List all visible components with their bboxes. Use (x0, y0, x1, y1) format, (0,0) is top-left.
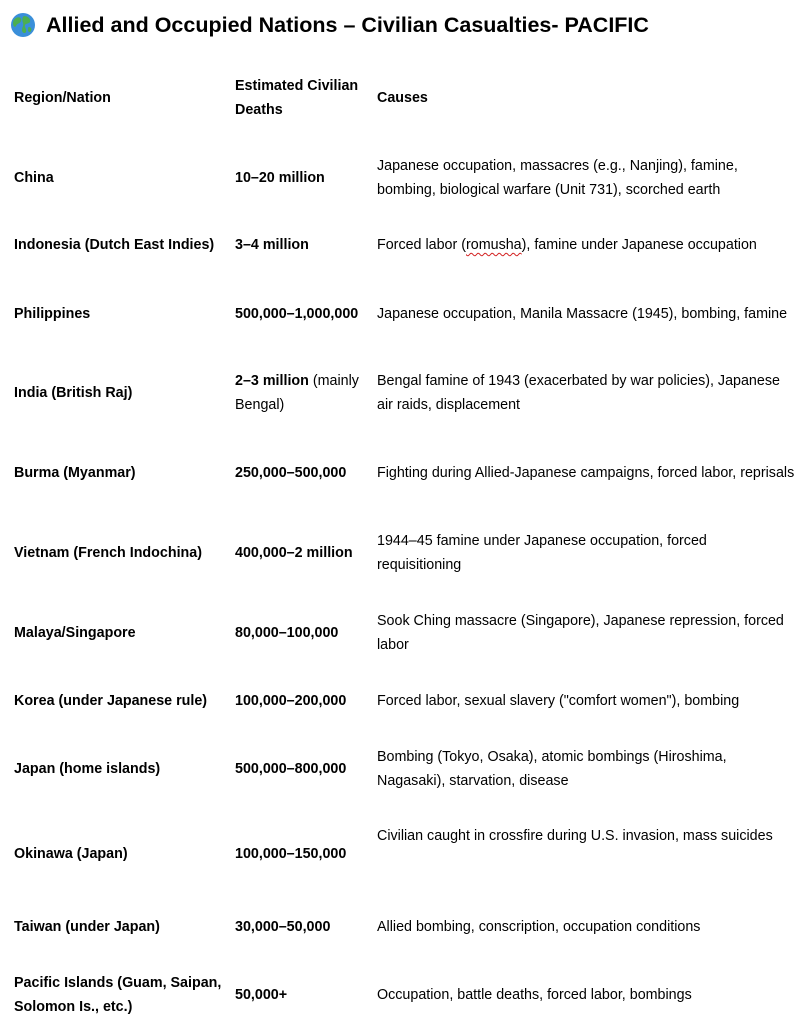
deaths-cell: 80,000–100,000 (235, 625, 339, 641)
region-cell: Pacific Islands (Guam, Saipan, Solomon Is., etc.) (14, 975, 222, 1015)
table-row (14, 233, 795, 257)
deaths-value: 2–3 million (235, 373, 309, 389)
deaths-note: (mainly Bengal) (235, 373, 359, 413)
deaths-cell: 100,000–200,000 (235, 693, 347, 709)
region-cell: Malaya/Singapore (14, 625, 136, 641)
deaths-cell: 100,000–150,000 (235, 846, 347, 862)
table-row (14, 745, 795, 793)
deaths-cell: 500,000–1,000,000 (235, 306, 359, 322)
region-cell: Philippines (14, 306, 91, 322)
region-cell: Korea (under Japanese rule) (14, 693, 208, 709)
causes-cell: Bengal famine of 1943 (exacerbated by war policies), Japanese air raids, displacement (377, 373, 780, 413)
causes-cell: Fighting during Allied-Japanese campaigns, forced labor, reprisals (377, 465, 795, 481)
header-causes: Causes (377, 90, 428, 106)
table-row (14, 529, 795, 577)
region-cell: Japan (home islands) (14, 761, 161, 777)
causes-cell: 1944–45 famine under Japanese occupation, forced requisitioning (377, 533, 707, 573)
region-cell: China (14, 170, 54, 186)
region-cell: India (British Raj) (14, 385, 133, 401)
deaths-cell (235, 369, 375, 417)
deaths-cell: 50,000+ (235, 987, 288, 1003)
causes-cell: Occupation, battle deaths, forced labor, bombings (377, 987, 692, 1003)
globe-icon (10, 12, 36, 38)
causes-cell: Bombing (Tokyo, Osaka), atomic bombings (Hiroshima, Nagasaki), starvation, disease (377, 749, 727, 789)
page-title-text: Allied and Occupied Nations – Civilian Casualties- PACIFIC (46, 12, 649, 37)
table-header-row (14, 74, 795, 122)
region-cell: Taiwan (under Japan) (14, 919, 160, 935)
deaths-cell: 10–20 million (235, 170, 325, 186)
causes-cell (377, 233, 795, 257)
spellcheck-flagged-word[interactable]: romusha (466, 237, 522, 253)
table-row (14, 609, 795, 657)
page-title (10, 12, 649, 38)
causes-text: ), famine under Japanese occupation (521, 237, 757, 253)
deaths-cell: 3–4 million (235, 237, 309, 253)
causes-cell: Sook Ching massacre (Singapore), Japanese repression, forced labor (377, 613, 784, 653)
table-row (14, 824, 795, 862)
table-row (14, 971, 795, 1019)
deaths-cell: 400,000–2 million (235, 545, 353, 561)
region-cell: Burma (Myanmar) (14, 465, 136, 481)
deaths-cell: 30,000–50,000 (235, 919, 331, 935)
causes-cell: Civilian caught in crossfire during U.S. invasion, mass suicides (377, 828, 773, 844)
table-row (14, 154, 795, 202)
region-cell: Vietnam (French Indochina) (14, 545, 203, 561)
table-row (14, 449, 795, 497)
causes-cell: Japanese occupation, Manila Massacre (1945), bombing, famine (377, 306, 788, 322)
table-row (14, 915, 795, 939)
causes-cell: Allied bombing, conscription, occupation conditions (377, 919, 701, 935)
table-row (14, 369, 795, 417)
deaths-cell: 500,000–800,000 (235, 761, 347, 777)
causes-text: Forced labor ( (377, 237, 466, 253)
region-cell: Indonesia (Dutch East Indies) (14, 237, 215, 253)
table-row (14, 689, 795, 713)
table-row (14, 290, 795, 338)
deaths-cell: 250,000–500,000 (235, 465, 347, 481)
region-cell: Okinawa (Japan) (14, 846, 128, 862)
causes-cell: Forced labor, sexual slavery ("comfort women"), bombing (377, 693, 740, 709)
causes-cell: Japanese occupation, massacres (e.g., Nanjing), famine, bombing, biological warfare (Unit 731), scorched earth (377, 158, 738, 198)
header-region: Region/Nation (14, 90, 111, 106)
header-deaths: Estimated Civilian Deaths (235, 78, 359, 118)
